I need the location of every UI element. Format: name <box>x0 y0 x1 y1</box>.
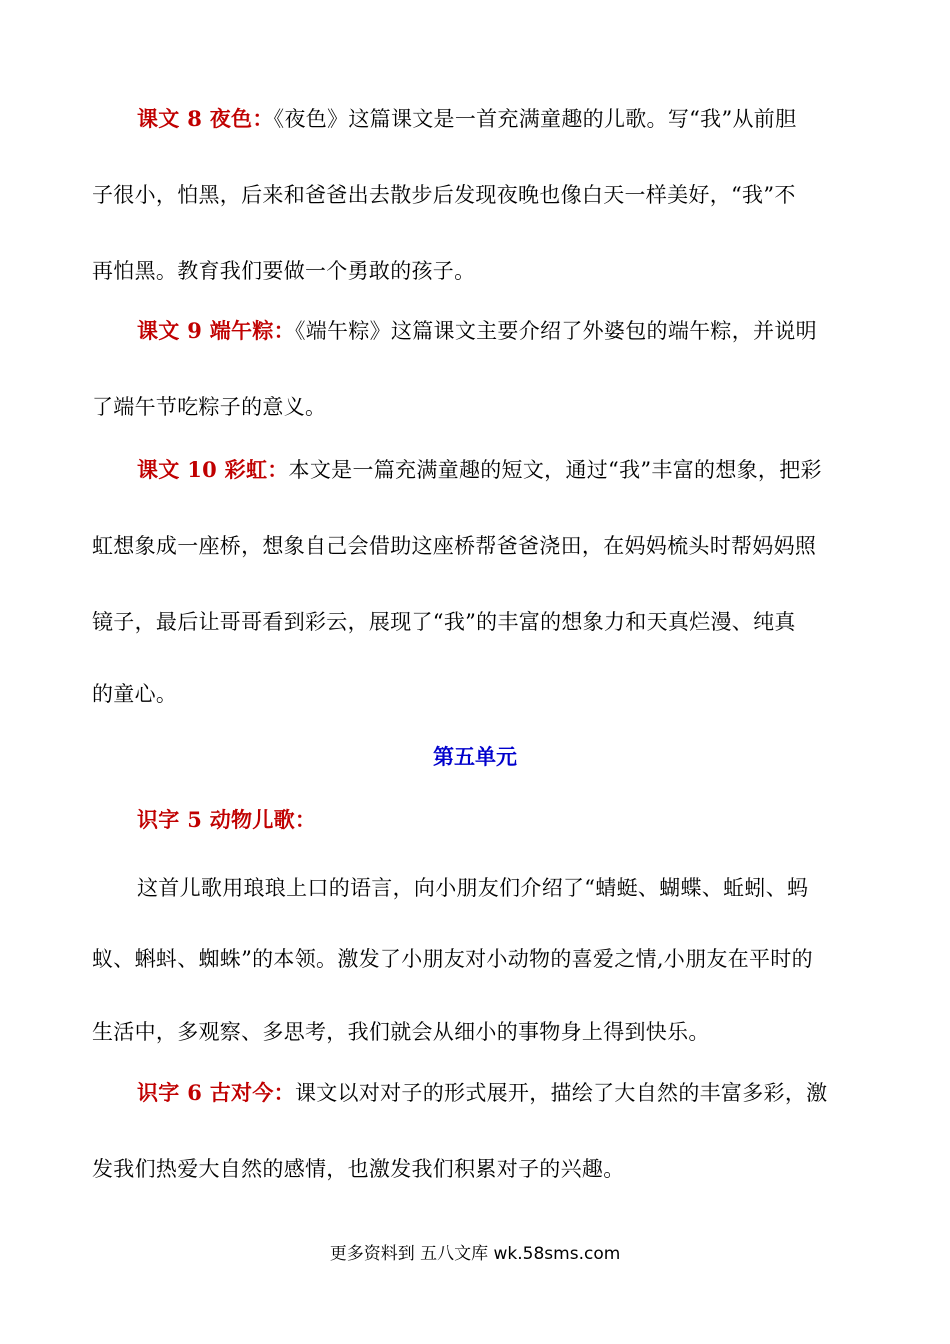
unit-heading: 第五单元 <box>433 744 517 769</box>
paragraph-line: 子很小，怕黑，后来和爸爸出去散步后发现夜晚也像白天一样美好，“我”不 <box>92 183 796 207</box>
lesson-label: 课文 9 端午粽： <box>137 318 295 343</box>
paragraph-line <box>137 104 796 134</box>
paragraph-text: 《夜色》这篇课文是一首充满童趣的儿歌。写“我”从前胆 <box>273 107 797 131</box>
paragraph-line: 蚁、蝌蚪、蜘蛛”的本领。激发了小朋友对小动物的喜爱之情,小朋友在平时的 <box>92 947 813 971</box>
lesson-label: 识字 5 动物儿歌： <box>137 807 317 832</box>
paragraph-line: 的童心。 <box>92 682 178 706</box>
paragraph-line <box>137 805 316 835</box>
paragraph-line <box>137 316 817 346</box>
lesson-label: 识字 6 古对今： <box>137 1080 295 1105</box>
paragraph-text: 《端午粽》这篇课文主要介绍了外婆包的端午粽，并说明 <box>294 319 817 343</box>
paragraph-line: 再怕黑。教育我们要做一个勇敢的孩子。 <box>92 259 476 283</box>
paragraph-line <box>137 1078 827 1108</box>
paragraph-line: 这首儿歌用琅琅上口的语言，向小朋友们介绍了“蜻蜓、蝴蝶、蚯蚓、蚂 <box>137 876 809 900</box>
footer-link-text: 更多资料到 五八文库 wk.58sms.com <box>329 1244 621 1264</box>
lesson-label: 课文 10 彩虹： <box>137 457 289 482</box>
lesson-label: 课文 8 夜色： <box>137 106 274 131</box>
paragraph-text: 本文是一篇充满童趣的短文，通过“我”丰富的想象，把彩 <box>288 458 822 482</box>
paragraph-line <box>137 455 822 485</box>
paragraph-line: 生活中，多观察、多思考，我们就会从细小的事物身上得到快乐。 <box>92 1020 710 1044</box>
paragraph-text: 课文以对对子的形式展开，描绘了大自然的丰富多彩，激 <box>294 1081 828 1105</box>
paragraph-line: 了端午节吃粽子的意义。 <box>92 395 327 419</box>
paragraph-line: 发我们热爱大自然的感情，也激发我们积累对子的兴趣。 <box>92 1157 625 1181</box>
paragraph-line: 镜子，最后让哥哥看到彩云，展现了“我”的丰富的想象力和天真烂漫、纯真 <box>92 610 796 634</box>
paragraph-line: 虹想象成一座桥，想象自己会借助这座桥帮爸爸浇田，在妈妈梳头时帮妈妈照 <box>92 534 817 558</box>
